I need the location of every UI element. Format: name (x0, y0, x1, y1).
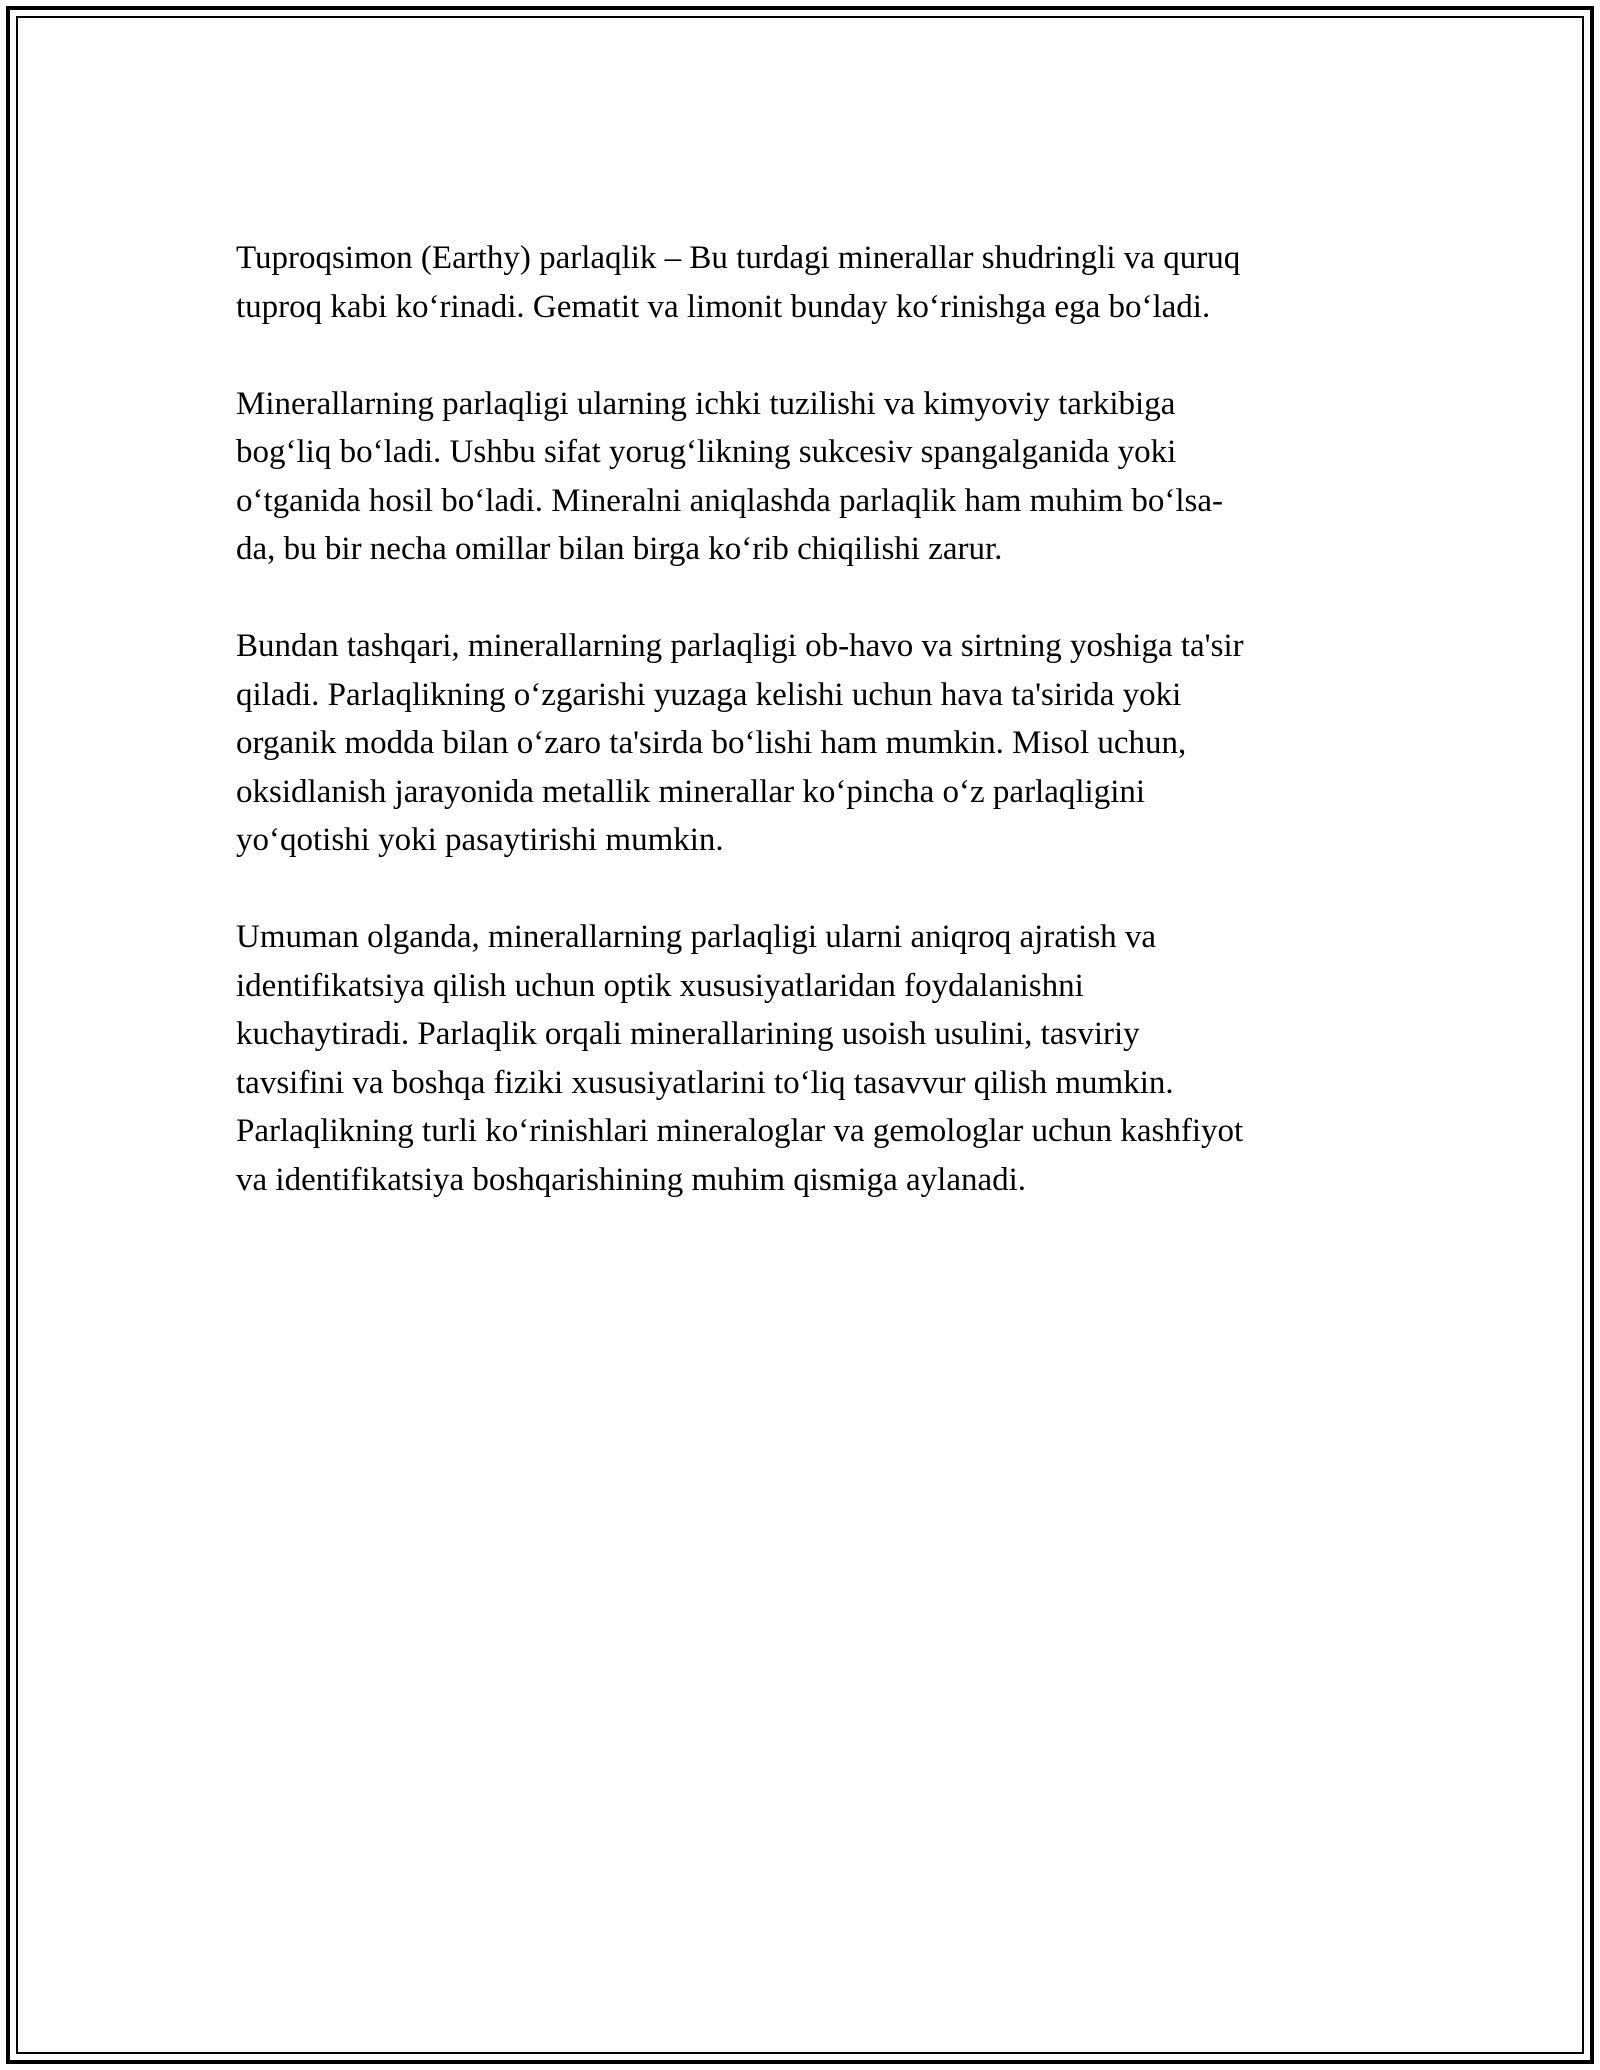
text-line: oksidlanish jarayonida metallik minerallar koʻpincha oʻz parlaqligini (236, 773, 1146, 810)
text-line: Minerallarning parlaqligi ularning ichki tuzilishi va kimyoviy tarkibiga (236, 385, 1176, 422)
text-line: Parlaqlikning turli koʻrinishlari mineraloglar va gemologlar uchun kashfiyot (236, 1113, 1244, 1149)
paragraph-luster-origin (236, 380, 1366, 574)
text-line: Tuproqsimon (Earthy) parlaqlik – Bu turdagi minerallar shudringli va quruq (236, 240, 1241, 276)
text-line: organik modda bilan oʻzaro ta'sirda boʻlishi ham mumkin. Misol uchun, (236, 725, 1187, 761)
text-line: va identifikatsiya boshqarishining muhim qismiga aylanadi. (236, 1161, 1027, 1198)
text-line: kuchaytiradi. Parlaqlik orqali minerallarining usoish usulini, tasviriy (236, 1016, 1140, 1052)
text-line: tuproq kabi koʻrinadi. Gematit va limonit bunday koʻrinishga ega boʻladi. (236, 288, 1211, 325)
text-line: qiladi. Parlaqlikning oʻzgarishi yuzaga kelishi uchun hava ta'sirida yoki (236, 676, 1182, 713)
text-line: oʻtganida hosil boʻladi. Mineralni aniqlashda parlaqlik ham muhim boʻlsa- (236, 482, 1224, 519)
paragraph-earthy-luster (236, 234, 1366, 331)
text-line: yoʻqotishi yoki pasaytirishi mumkin. (236, 822, 724, 858)
text-line: Umuman olganda, minerallarning parlaqligi ularni aniqroq ajratish va (236, 919, 1157, 955)
paragraph-weathering-effects (236, 622, 1366, 865)
paragraph-conclusion (236, 913, 1366, 1204)
document-body (236, 234, 1366, 1253)
text-line: da, bu bir necha omillar bilan birga koʻrib chiqilishi zarur. (236, 531, 1003, 567)
text-line: identifikatsiya qilish uchun optik xususiyatlaridan foydalanishni (236, 967, 1084, 1004)
text-line: Bundan tashqari, minerallarning parlaqligi ob-havo va sirtning yoshiga ta'sir (236, 628, 1244, 664)
text-line: tavsifini va boshqa fiziki xususiyatlarini toʻliq tasavvur qilish mumkin. (236, 1064, 1174, 1101)
text-line: bogʻliq boʻladi. Ushbu sifat yorugʻlikning sukcesiv spangalganida yoki (236, 434, 1177, 470)
